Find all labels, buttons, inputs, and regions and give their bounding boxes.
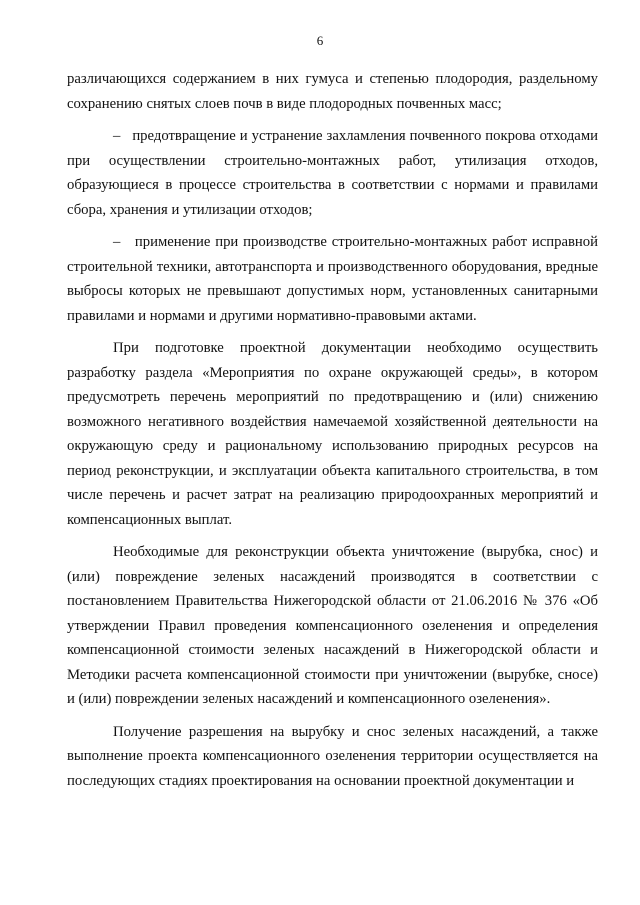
paragraph-continuation: различающихся содержанием в них гумуса и степенью плодородия, раздельному сохранению снятых слоев почв в виде плодородных почвенных масс; xyxy=(67,71,598,112)
document-body xyxy=(67,67,598,801)
list-item-equipment-use: – применение при производстве строительно-монтажных работ исправной строительной техники, автотранспорта и производственного оборудования, вредные выбросы которых не превышают допустимых норм, установленных санитарными правилами и нормами и другими нормативно-правовыми актами. xyxy=(67,234,598,324)
paragraph-environmental-section: При подготовке проектной документации необходимо осуществить разработку раздела «Мероприятия по охране окружающей среды», в котором предусмотреть перечень мероприятий по предотвращению и (или) снижению возможного негативного воздействия намечаемой хозяйственной деятельности на окружающую среду и рациональному использованию природных ресурсов на период реконструкции, и эксплуатации объекта капитального строительства, в том числе перечень и расчет затрат на реализацию природоохранных мероприятий и компенсационных выплат. xyxy=(67,340,598,528)
paragraph-felling-permit: Получение разрешения на вырубку и снос зеленых насаждений, а также выполнение проекта компенсационного озеленения территории осуществляется на последующих стадиях проектирования на основании проектной документации и xyxy=(67,723,598,789)
paragraph-green-plantings: Необходимые для реконструкции объекта уничтожение (вырубка, снос) и (или) повреждение зеленых насаждений производятся в соответствии с постановлением Правительства Нижегородской области от 21.06.2016 № 376 «Об утверждении Правил проведения компенсационного озеленения и определения компенсационной стоимости зеленых насаждений в Нижегородской области и Методики расчета компенсационной стоимости при уничтожении (вырубке, сносе) и (или) повреждении зеленых насаждений и компенсационного озеленения». xyxy=(67,544,598,707)
page-number: 6 xyxy=(316,33,324,48)
list-item-waste-prevention: – предотвращение и устранение захламления почвенного покрова отходами при осуществлении строительно-монтажных работ, утилизация отходов, образующиеся в процессе строительства в соответствии с нормами и правилами сбора, хранения и утилизации отходов; xyxy=(67,128,598,218)
